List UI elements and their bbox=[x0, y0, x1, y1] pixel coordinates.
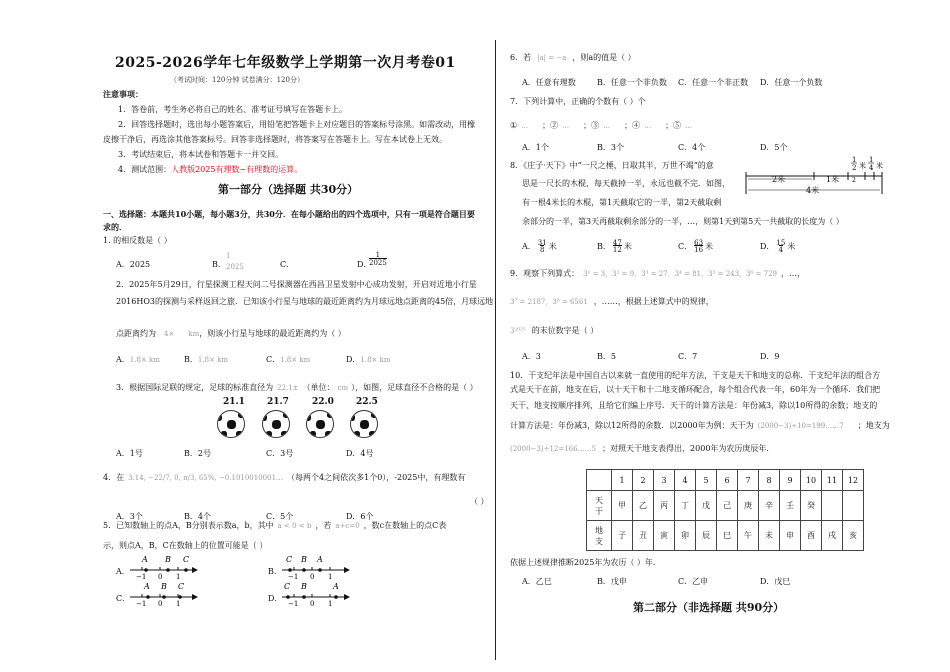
q6-option-c: C．任意一个非正数 bbox=[678, 78, 749, 87]
q7-items: ① … ；② … ；③ … ；④ … ；⑤ … bbox=[510, 121, 693, 130]
tiangan-cell: 丙 bbox=[654, 491, 675, 521]
note-3: 3．考试结束后，将本试卷和答题卡一并交回。 bbox=[118, 150, 284, 159]
dizhi-cell: 丑 bbox=[633, 521, 654, 551]
dizhi-cell: 寅 bbox=[654, 521, 675, 551]
q5-a-tick-3: 1 bbox=[176, 573, 181, 580]
dizhi-cell: 未 bbox=[759, 521, 780, 551]
q9-line-3: 3²⁰²⁵ 的末位数字是（ ） bbox=[510, 326, 599, 335]
q3-option-a: A．1号 bbox=[116, 449, 143, 458]
q5-a-tick-1: −1 bbox=[136, 573, 147, 580]
number-cell: 7 bbox=[738, 470, 759, 491]
q5-c-tick-3: 1 bbox=[176, 600, 181, 607]
q5-a-tick-2: 0 bbox=[158, 573, 163, 580]
q7-stem: 7．下列计算中，正确的个数有（ ）个 bbox=[510, 97, 646, 106]
q8-line-4: 余部分的一半，第3天再截取剩余部分的一半，…，则第1天到第5天一共截取的长度为（ ） bbox=[522, 217, 844, 226]
q10-option-d: D．戊巳 bbox=[760, 577, 791, 586]
q8-option-d: D． $\frac{15}{4}$ 米 bbox=[760, 239, 796, 254]
q5-numberline-c bbox=[128, 579, 200, 607]
soccer-ball-2 bbox=[262, 410, 290, 438]
q3-option-d: D．4号 bbox=[346, 449, 374, 458]
number-cell: 11 bbox=[822, 470, 843, 491]
soccer-ball-4 bbox=[350, 410, 378, 438]
tiangan-cell: 壬 bbox=[780, 491, 801, 521]
note-4-label: 4．测试范围： bbox=[118, 165, 172, 174]
q5-numberline-a bbox=[128, 552, 200, 580]
q6-stem: 6．若 |a| = −a ，则a的值是（ ） bbox=[510, 53, 636, 62]
q8-option-c: C． $\frac{63}{16}$ 米 bbox=[678, 239, 714, 254]
q10-option-b: B．戊申 bbox=[597, 577, 627, 586]
q5-d-point-3: A bbox=[333, 582, 339, 591]
ganzhi-table bbox=[586, 469, 864, 551]
q5-c-point-1: A bbox=[144, 582, 150, 591]
q8-fig-unit-2: 米 bbox=[876, 162, 883, 170]
q8-fig-seg-3: 2 bbox=[852, 177, 856, 184]
q5-option-a-label: A． bbox=[116, 567, 130, 576]
q5-line-2: 示，则点A，B，C在数轴上的位置可能是（ ） bbox=[103, 541, 268, 550]
q7-option-a: A．1个 bbox=[522, 143, 549, 152]
q5-b-point-2: B bbox=[301, 555, 307, 564]
q9-option-b: B．5 bbox=[597, 352, 616, 361]
q3-option-b: B．2号 bbox=[184, 449, 211, 458]
q8-fig-half-num: 1 bbox=[852, 156, 857, 164]
tiangan-cell: 甲 bbox=[612, 491, 633, 521]
q5-c-point-2: B bbox=[161, 582, 167, 591]
ganzhi-dizhi-row bbox=[587, 521, 864, 551]
tiangan-cell bbox=[822, 491, 843, 521]
q9-line-1: 9．观察下列算式： 3¹ = 3，3² = 9，3³ = 27，3⁴ = 81，3⁵ = 243，3⁶ = 729 ，…， bbox=[510, 269, 805, 278]
q10-option-a: A．乙巳 bbox=[522, 577, 552, 586]
q5-b-tick-2: 0 bbox=[310, 573, 315, 580]
q9-option-a: A．3 bbox=[522, 352, 541, 361]
q8-fig-seg-1: 2米 bbox=[772, 175, 786, 184]
q8-option-a: A． $\frac{31}{8}$ 米 bbox=[522, 239, 557, 254]
q5-c-point-3: C bbox=[178, 582, 185, 591]
q8-fig-quarter-num: 1 bbox=[869, 156, 874, 164]
q8-fig-quarter-den: 4 bbox=[869, 164, 874, 172]
q4-option-a: A．3个 bbox=[116, 512, 143, 521]
part1-instructions: 一、选择题：本题共10小题，每小题3分，共30分．在每小题给出的四个选项中，只有一项是符合题目要 bbox=[103, 209, 475, 219]
q1-option-a: A．2025 bbox=[116, 260, 151, 269]
table-corner-cell bbox=[587, 470, 612, 491]
q5-c-tick-1: −1 bbox=[136, 600, 147, 607]
number-cell: 5 bbox=[696, 470, 717, 491]
q8-fig-half-den: 2 bbox=[852, 164, 857, 172]
q4-answer-paren: （ ） bbox=[470, 497, 489, 506]
q5-option-d-label: D． bbox=[268, 594, 283, 603]
q4-option-c: C．5个 bbox=[266, 512, 294, 521]
q5-d-tick-1: −1 bbox=[288, 600, 299, 607]
q5-b-tick-1: −1 bbox=[288, 573, 299, 580]
q8-option-b: B． $\frac{47}{12}$ 米 bbox=[597, 239, 632, 254]
test-range: 人教版2025有理数~有理数的运算。 bbox=[171, 165, 303, 174]
note-2: 2．回答选择题时，选出每小题答案后，用铅笔把答题卡上对应题目的答案标号涂黑。如需改动，用橡 bbox=[118, 120, 476, 129]
tiangan-cell: 癸 bbox=[801, 491, 822, 521]
ball-3-diameter: 22.0 bbox=[312, 397, 334, 407]
q5-option-c-label: C． bbox=[116, 594, 131, 603]
q5-d-point-1: C bbox=[284, 582, 291, 591]
q6-option-d: D．任意一个负数 bbox=[760, 78, 823, 87]
q5-a-point-1: A bbox=[142, 555, 148, 564]
dizhi-cell: 戌 bbox=[822, 521, 843, 551]
q1-option-d: D． 1 2025 bbox=[357, 251, 387, 269]
dizhi-cell: 巳 bbox=[717, 521, 738, 551]
q5-numberline-b bbox=[280, 552, 352, 580]
number-cell: 3 bbox=[654, 470, 675, 491]
q7-option-b: B．3个 bbox=[597, 143, 624, 152]
q3-option-c: C．3号 bbox=[266, 449, 294, 458]
q10-line-5: (2000−3)÷12=166……5 ；对照天干地支表得出，2000年为农历庚辰年． bbox=[510, 444, 775, 453]
tiangan-cell: 乙 bbox=[633, 491, 654, 521]
q5-b-point-1: C bbox=[286, 555, 293, 564]
q10-option-c: C．乙申 bbox=[678, 577, 709, 586]
notes-heading: 注意事项： bbox=[103, 89, 143, 99]
tiangan-cell: 戊 bbox=[696, 491, 717, 521]
q9-option-d: D．9 bbox=[760, 352, 780, 361]
q5-numberline-d bbox=[280, 579, 352, 607]
q1-option-c: C． bbox=[280, 260, 295, 269]
q5-option-b-label: B． bbox=[268, 567, 282, 576]
q9-option-c: C．7 bbox=[678, 352, 698, 361]
ball-2-diameter: 21.7 bbox=[267, 397, 289, 407]
dizhi-cell: 酉 bbox=[801, 521, 822, 551]
dizhi-cell: 午 bbox=[738, 521, 759, 551]
number-cell: 10 bbox=[801, 470, 822, 491]
q8-fig-total: 4米 bbox=[806, 186, 820, 195]
dizhi-cell: 辰 bbox=[696, 521, 717, 551]
number-cell: 9 bbox=[780, 470, 801, 491]
q10-line-3: 天干、地支按顺序排列，且给它们编上序号．天干的计算方法是：年份减3，除以10所得的余数；地支的 bbox=[510, 401, 878, 410]
q5-b-tick-3: 1 bbox=[328, 573, 333, 580]
q7-option-d: D．5个 bbox=[760, 143, 788, 152]
q5-a-point-2: B bbox=[165, 555, 171, 564]
q1-d-fraction: 1 2025 bbox=[369, 251, 387, 267]
q1-stem: 1. 的相反数是（ ） bbox=[103, 236, 172, 245]
soccer-ball-1 bbox=[217, 410, 245, 438]
part1-title: 第一部分（选择题 共30分） bbox=[218, 183, 359, 196]
q8-fig-unit-1: 米 bbox=[859, 162, 866, 170]
q4-option-b: B．4个 bbox=[184, 512, 211, 521]
number-cell: 4 bbox=[675, 470, 696, 491]
part2-title: 第二部分（非选择题 共90分） bbox=[633, 601, 785, 614]
q2-option-b: B．1.8× km bbox=[184, 355, 228, 364]
q2-line-1: 2．2025年5月29日，行星探测工程天问二号探测器在西昌卫星发射中心成功发射，开启对近地小行星 bbox=[116, 280, 477, 289]
q8-line-2: 思是一尺长的木棍，每天截掉一半，永远也截不完．如图， bbox=[522, 179, 730, 188]
q3-stem: 3．根据国际足联的规定，足球的标准直径为 22.1± （单位： cm ），如图，足球直径不合格的是（ ） bbox=[116, 383, 478, 392]
q6-option-a: A．任意有理数 bbox=[522, 78, 576, 87]
part1-instructions-cont: 求的． bbox=[103, 222, 127, 232]
note-2-cont: 皮擦干净后，再选涂其他答案标号。回答非选择题时，将答案写在答题卡上。写在本试卷上无效。 bbox=[103, 135, 447, 144]
page-title: 2025-2026学年七年级数学上学期第一次月考卷01 bbox=[115, 55, 456, 71]
note-1: 1．答卷前，考生务必将自己的姓名、准考证号填写在答题卡上。 bbox=[118, 105, 348, 114]
q8-fig-seg-2: 1米 bbox=[826, 175, 840, 184]
dizhi-cell: 卯 bbox=[675, 521, 696, 551]
dizhi-cell: 申 bbox=[780, 521, 801, 551]
number-cell: 2 bbox=[633, 470, 654, 491]
tiangan-cell: 己 bbox=[717, 491, 738, 521]
dizhi-cell: 子 bbox=[612, 521, 633, 551]
tiangan-cell: 丁 bbox=[675, 491, 696, 521]
tiangan-label: 天 干 bbox=[587, 491, 612, 521]
dizhi-cell: 亥 bbox=[843, 521, 864, 551]
q10-line-1: 10．干支纪年法是中国自古以来就一直使用的纪年方法，干支是天干和地支的总称．干支纪年法的组合方 bbox=[510, 371, 881, 380]
tiangan-cell bbox=[843, 491, 864, 521]
q2-option-a: A．1.8× km bbox=[116, 355, 160, 364]
q5-c-tick-2: 0 bbox=[158, 600, 163, 607]
q2-line-3: 点距离约为 4× km，则该小行星与地球的最近距离约为（ ） bbox=[116, 329, 346, 338]
ganzhi-number-row bbox=[587, 470, 864, 491]
q1-option-b: B． 1 2025 bbox=[212, 252, 244, 271]
number-cell: 12 bbox=[843, 470, 864, 491]
q4-option-d: D．6个 bbox=[346, 512, 374, 521]
q4-stem: 4．在 3.14, −22/7, 0, π/3, 65%, −0.1010010001… （每两个4之间依次多1个0），-2025中，有理数有 bbox=[103, 473, 466, 482]
exam-info: （考试时间：120分钟 试卷满分：120分） bbox=[170, 76, 304, 84]
tiangan-cell: 辛 bbox=[759, 491, 780, 521]
number-cell: 8 bbox=[759, 470, 780, 491]
ganzhi-tiangan-row bbox=[587, 491, 864, 521]
tiangan-cell: 庚 bbox=[738, 491, 759, 521]
q5-a-point-3: C bbox=[183, 555, 190, 564]
number-cell: 6 bbox=[717, 470, 738, 491]
q5-d-tick-2: 0 bbox=[310, 600, 315, 607]
q8-stick-diagram bbox=[742, 154, 888, 196]
q8-line-1: 8．《庄子·天下》中“一尺之棰，日取其半，万世不竭”的意 bbox=[510, 161, 714, 170]
number-cell: 1 bbox=[612, 470, 633, 491]
q2-option-d: D．1.8× km bbox=[346, 355, 391, 364]
q5-b-point-3: A bbox=[317, 555, 323, 564]
q10-conclusion: 依据上述规律推断2025年为农历（ ）年． bbox=[510, 558, 661, 567]
note-4 bbox=[118, 164, 302, 175]
q9-line-2: 3⁷ = 2187，3⁸ = 6561 ，……，根据上述算式中的规律， bbox=[510, 297, 714, 306]
ball-4-diameter: 22.5 bbox=[356, 397, 378, 407]
q10-line-2: 式是天干在前，地支在后，以十天干和十二地支循环配合，每个组合代表一年，60年为一个循环．我们把 bbox=[510, 385, 881, 394]
q1-b-fraction: 1 2025 bbox=[226, 252, 244, 271]
q7-option-c: C．4个 bbox=[678, 143, 706, 152]
q5-d-point-2: B bbox=[301, 582, 307, 591]
ball-1-diameter: 21.1 bbox=[223, 397, 245, 407]
q10-line-4: 计算方法是：年份减3，除以12所得的余数．以2000年为例：天干为 (2000−3)÷10=199……7 ；地支为 bbox=[510, 421, 890, 430]
dizhi-label: 地 支 bbox=[587, 521, 612, 551]
q6-option-b: B．任意一个非负数 bbox=[597, 78, 667, 87]
soccer-ball-3 bbox=[306, 410, 334, 438]
q5-line-1: 5．已知数轴上的点A，B分别表示数a，b，其中 a < 0 < b ，若 a+c=0 ，数c在数轴上的点C表 bbox=[103, 521, 447, 530]
q8-line-3: 有一根4米长的木棍，第1天截取它的一半，第2天截取剩 bbox=[522, 198, 722, 207]
column-divider bbox=[495, 40, 496, 660]
q5-d-tick-3: 1 bbox=[328, 600, 333, 607]
q2-option-c: C．1.8× km bbox=[266, 355, 311, 364]
q2-line-2: 2016HO3的探测与采样返回之旅．已知该小行星与地球的最近距离约为月球远地点距离的45倍，月球远地 bbox=[116, 297, 494, 306]
